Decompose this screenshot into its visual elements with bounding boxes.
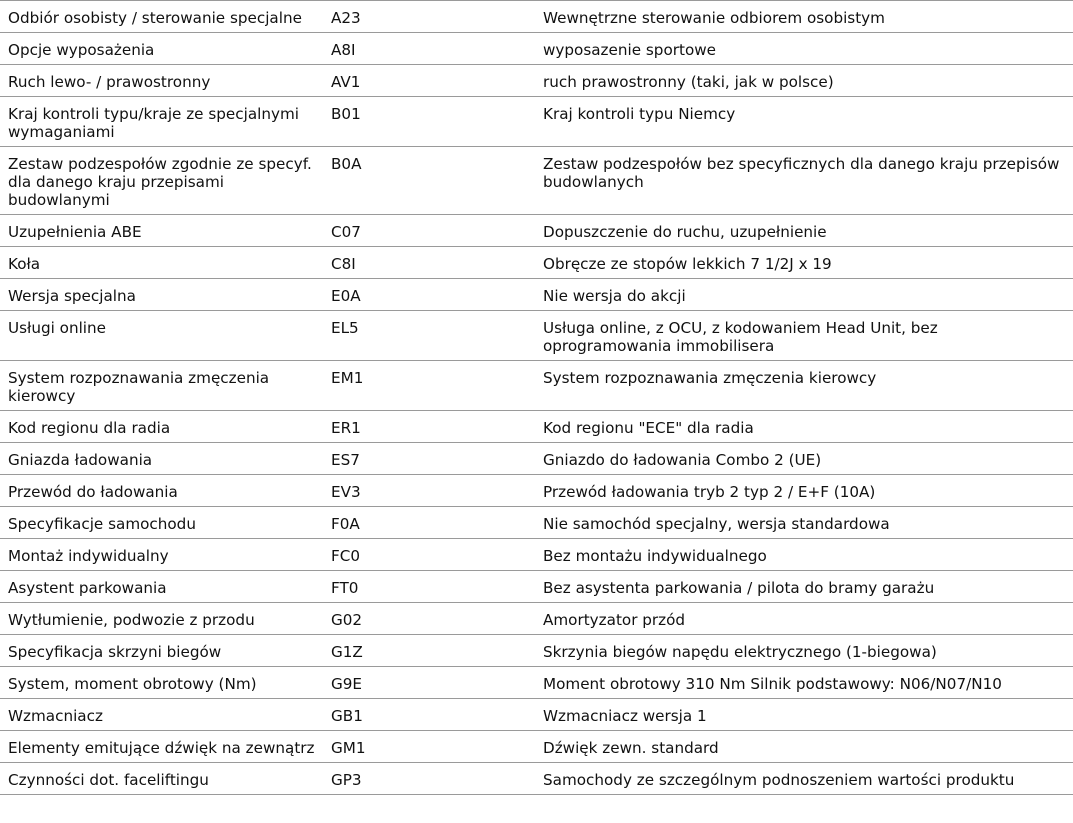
option-code-cell: FT0 (323, 571, 535, 603)
option-value-cell: Przewód ładowania tryb 2 typ 2 / E+F (10A) (535, 475, 1073, 507)
option-value-cell: Nie wersja do akcji (535, 279, 1073, 311)
option-value-cell: System rozpoznawania zmęczenia kierowcy (535, 361, 1073, 411)
option-value-cell: Kraj kontroli typu Niemcy (535, 97, 1073, 147)
option-code-cell: C8I (323, 247, 535, 279)
option-value-cell: Gniazdo do ładowania Combo 2 (UE) (535, 443, 1073, 475)
table-row (0, 215, 1073, 247)
option-code-cell: AV1 (323, 65, 535, 97)
option-value-cell: Samochody ze szczególnym podnoszeniem wartości produktu (535, 763, 1073, 795)
option-code-cell: G02 (323, 603, 535, 635)
option-value-cell: Kod regionu "ECE" dla radia (535, 411, 1073, 443)
table-row (0, 65, 1073, 97)
option-name-cell: Wersja specjalna (0, 279, 323, 311)
option-name-cell: Elementy emitujące dźwięk na zewnątrz (0, 731, 323, 763)
option-value-cell: Wzmacniacz wersja 1 (535, 699, 1073, 731)
option-value-cell: Usługa online, z OCU, z kodowaniem Head Unit, bez oprogramowania immobilisera (535, 311, 1073, 361)
option-code-cell: FC0 (323, 539, 535, 571)
option-value-cell: Amortyzator przód (535, 603, 1073, 635)
table-row (0, 443, 1073, 475)
table-row (0, 635, 1073, 667)
option-name-cell: Wzmacniacz (0, 699, 323, 731)
option-name-cell: Odbiór osobisty / sterowanie specjalne (0, 1, 323, 33)
table-row (0, 361, 1073, 411)
option-value-cell: Zestaw podzespołów bez specyficznych dla danego kraju przepisów budowlanych (535, 147, 1073, 215)
option-code-cell: G1Z (323, 635, 535, 667)
option-value-cell: Obręcze ze stopów lekkich 7 1/2J x 19 (535, 247, 1073, 279)
table-row (0, 507, 1073, 539)
option-code-cell: GB1 (323, 699, 535, 731)
option-name-cell: Montaż indywidualny (0, 539, 323, 571)
option-value-cell: Bez asystenta parkowania / pilota do bramy garażu (535, 571, 1073, 603)
option-code-cell: B0A (323, 147, 535, 215)
spec-table-body (0, 1, 1073, 795)
table-row (0, 247, 1073, 279)
option-name-cell: Specyfikacja skrzyni biegów (0, 635, 323, 667)
option-code-cell: EL5 (323, 311, 535, 361)
table-row (0, 475, 1073, 507)
option-code-cell: EM1 (323, 361, 535, 411)
table-row (0, 311, 1073, 361)
option-name-cell: Czynności dot. faceliftingu (0, 763, 323, 795)
option-code-cell: B01 (323, 97, 535, 147)
table-row (0, 33, 1073, 65)
option-value-cell: Dźwięk zewn. standard (535, 731, 1073, 763)
option-name-cell: Kraj kontroli typu/kraje ze specjalnymi wymaganiami (0, 97, 323, 147)
option-name-cell: Ruch lewo- / prawostronny (0, 65, 323, 97)
option-name-cell: Koła (0, 247, 323, 279)
option-name-cell: Usługi online (0, 311, 323, 361)
option-name-cell: Opcje wyposażenia (0, 33, 323, 65)
table-row (0, 571, 1073, 603)
option-value-cell: Skrzynia biegów napędu elektrycznego (1-biegowa) (535, 635, 1073, 667)
option-name-cell: Kod regionu dla radia (0, 411, 323, 443)
option-value-cell: wyposazenie sportowe (535, 33, 1073, 65)
table-row (0, 97, 1073, 147)
option-code-cell: C07 (323, 215, 535, 247)
option-name-cell: Gniazda ładowania (0, 443, 323, 475)
option-name-cell: Asystent parkowania (0, 571, 323, 603)
option-value-cell: Bez montażu indywidualnego (535, 539, 1073, 571)
option-value-cell: Moment obrotowy 310 Nm Silnik podstawowy: N06/N07/N10 (535, 667, 1073, 699)
option-code-cell: G9E (323, 667, 535, 699)
option-name-cell: System rozpoznawania zmęczenia kierowcy (0, 361, 323, 411)
table-row (0, 667, 1073, 699)
option-value-cell: Dopuszczenie do ruchu, uzupełnienie (535, 215, 1073, 247)
option-name-cell: System, moment obrotowy (Nm) (0, 667, 323, 699)
table-row (0, 763, 1073, 795)
option-code-cell: F0A (323, 507, 535, 539)
option-name-cell: Uzupełnienia ABE (0, 215, 323, 247)
option-code-cell: GP3 (323, 763, 535, 795)
option-name-cell: Zestaw podzespołów zgodnie ze specyf. dla danego kraju przepisami budowlanymi (0, 147, 323, 215)
table-row (0, 539, 1073, 571)
option-code-cell: A8I (323, 33, 535, 65)
option-name-cell: Przewód do ładowania (0, 475, 323, 507)
option-code-cell: EV3 (323, 475, 535, 507)
table-row (0, 279, 1073, 311)
option-code-cell: ES7 (323, 443, 535, 475)
table-row (0, 1, 1073, 33)
option-name-cell: Wytłumienie, podwozie z przodu (0, 603, 323, 635)
table-row (0, 699, 1073, 731)
option-code-cell: E0A (323, 279, 535, 311)
option-name-cell: Specyfikacje samochodu (0, 507, 323, 539)
option-code-cell: A23 (323, 1, 535, 33)
table-row (0, 603, 1073, 635)
option-value-cell: Wewnętrzne sterowanie odbiorem osobistym (535, 1, 1073, 33)
option-code-cell: ER1 (323, 411, 535, 443)
option-value-cell: ruch prawostronny (taki, jak w polsce) (535, 65, 1073, 97)
table-row (0, 731, 1073, 763)
table-row (0, 411, 1073, 443)
option-code-cell: GM1 (323, 731, 535, 763)
option-value-cell: Nie samochód specjalny, wersja standardowa (535, 507, 1073, 539)
table-row (0, 147, 1073, 215)
